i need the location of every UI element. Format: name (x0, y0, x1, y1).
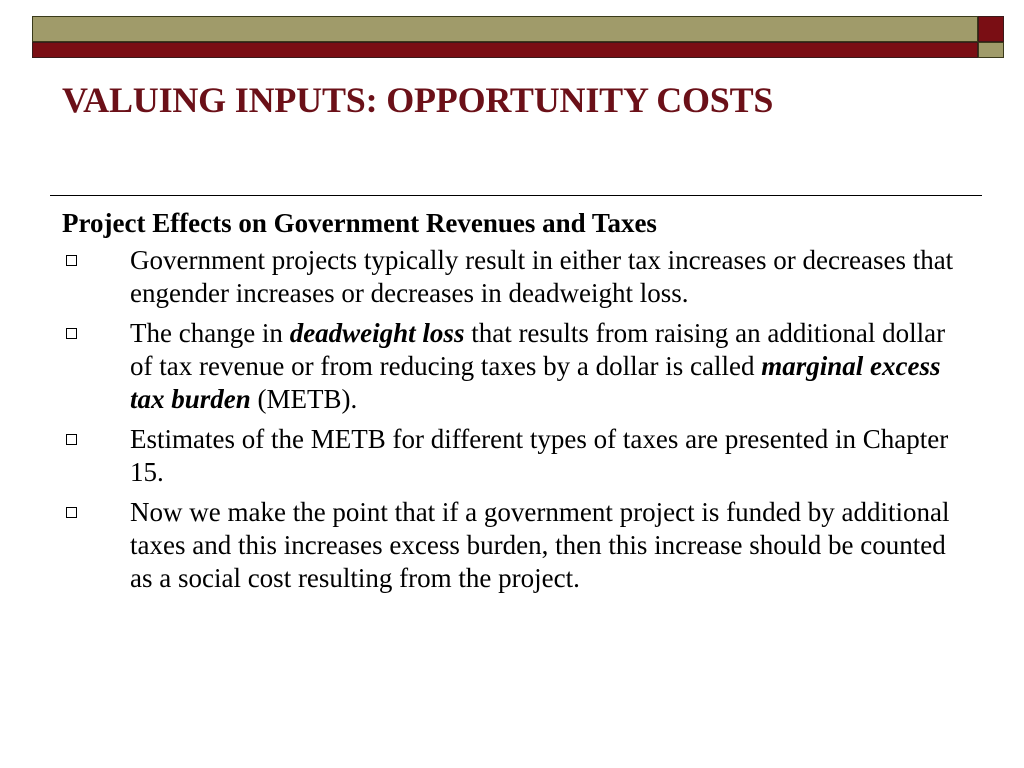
bullet-text: Estimates of the METB for different types of taxes are presented in Chapter 15. (130, 424, 949, 487)
emphasis-term-deadweight-loss: deadweight loss (289, 318, 465, 348)
corner-block-maroon (978, 16, 1004, 42)
header-band-maroon (32, 42, 978, 58)
emphasis-term-metb: marginal excess tax burden (130, 351, 941, 414)
bullet-text-part: that results from raising an additional dollar of tax revenue or from reducing taxes by a dollar is called (130, 318, 946, 381)
hollow-square-bullet-icon (66, 434, 77, 445)
bullet-text: Now we make the point that if a government project is funded by additional taxes and this increases excess burden, then this increase should be counted as a social cost resulting from the project. (130, 497, 950, 593)
bullet-list (62, 244, 962, 595)
bullet-item (62, 244, 962, 310)
bullet-item (62, 496, 962, 595)
bullet-item (62, 317, 962, 416)
bullet-text-part: The change in (130, 318, 290, 348)
bullet-text: Government projects typically result in either tax increases or decreases that engender increases or decreases in deadweight loss. (130, 245, 954, 308)
slide-body (62, 206, 962, 602)
header-band-olive (32, 16, 978, 42)
hollow-square-bullet-icon (66, 507, 77, 518)
hollow-square-bullet-icon (66, 255, 77, 266)
corner-block-olive (978, 42, 1004, 58)
hollow-square-bullet-icon (66, 328, 77, 339)
title-divider (50, 195, 982, 196)
bullet-text-part: (METB). (250, 384, 358, 414)
section-subheading: Project Effects on Government Revenues and Taxes (62, 208, 657, 238)
slide-title: VALUING INPUTS: OPPORTUNITY COSTS (62, 80, 774, 120)
bullet-item (62, 423, 962, 489)
